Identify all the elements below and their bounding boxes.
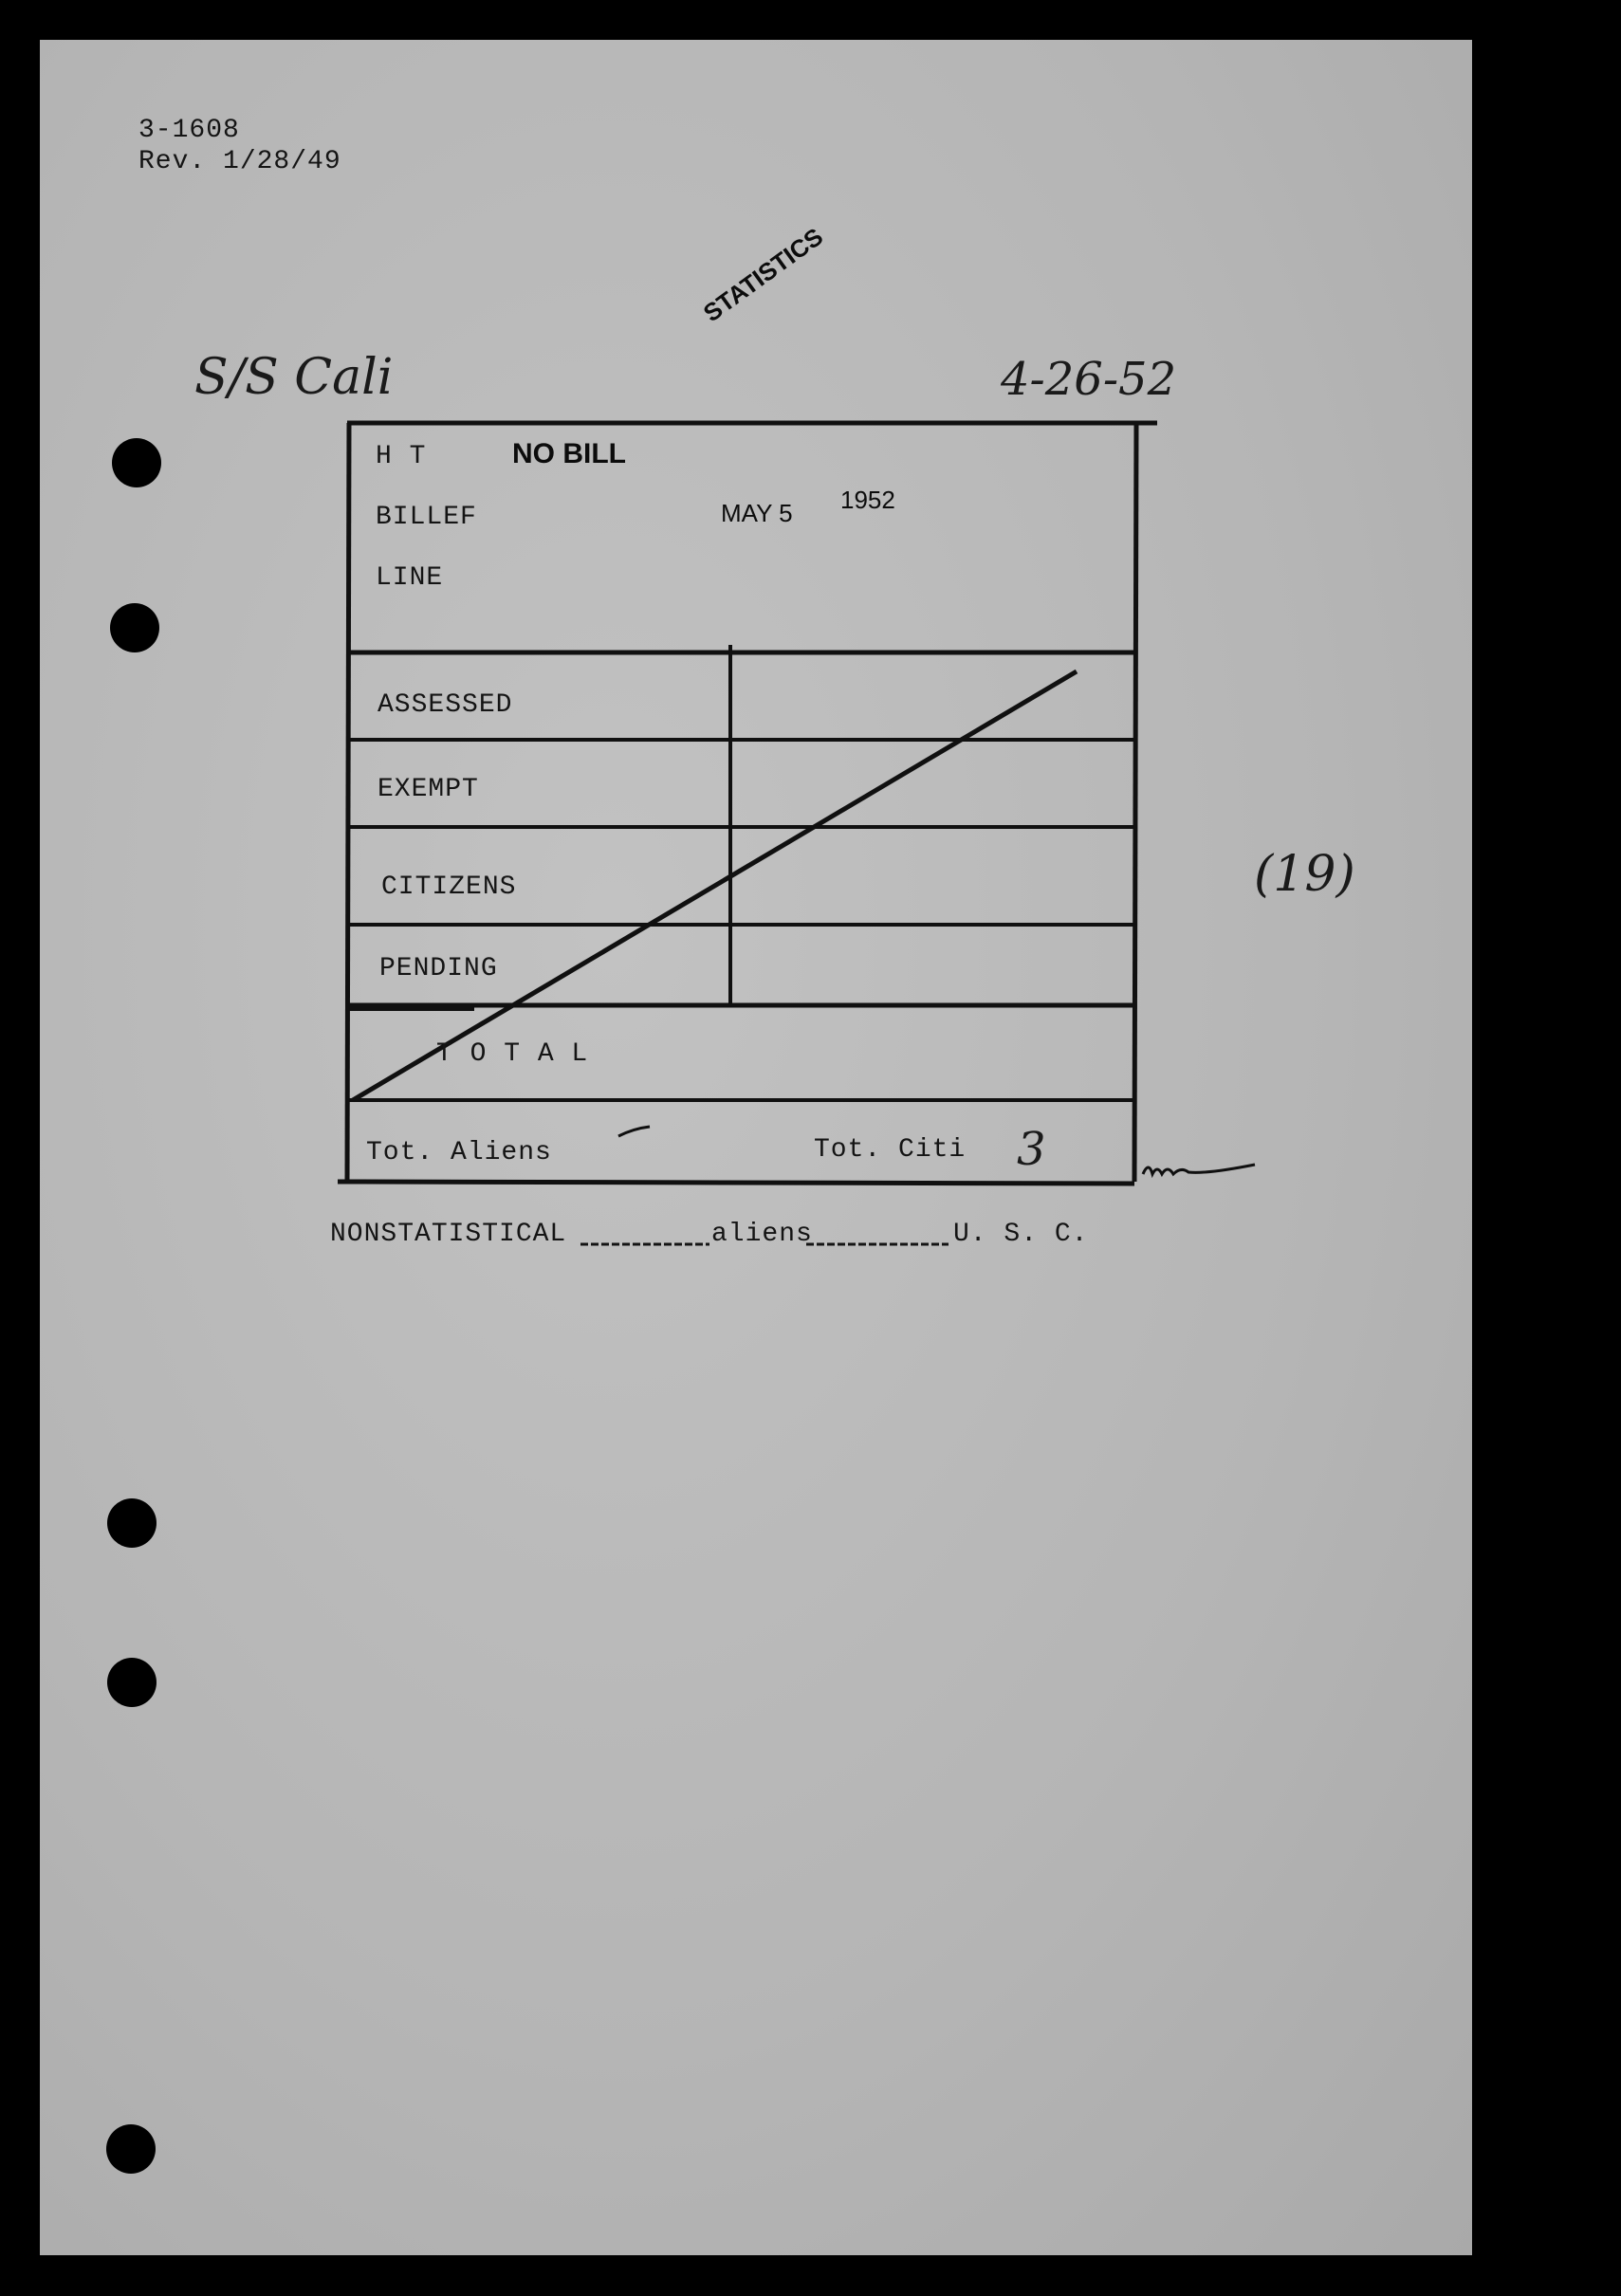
- vessel-name: S/S Cali: [194, 349, 394, 406]
- tot-citizens-label: Tot. Citi: [814, 1135, 967, 1165]
- form-number: 3-1608: [138, 116, 240, 145]
- handwritten-date: 4-26-52: [1001, 353, 1177, 406]
- tot-aliens-label: Tot. Aliens: [366, 1138, 552, 1167]
- no-bill-stamp: NO BILL: [512, 438, 626, 469]
- aliens-label: aliens: [711, 1220, 813, 1249]
- header-row-billef: BILLEF: [376, 503, 477, 532]
- tot-citizens-value: 3: [1017, 1123, 1046, 1176]
- date-stamp-month-day: MAY 5: [721, 499, 793, 527]
- category-citizens: CITIZENS: [381, 872, 517, 902]
- category-exempt: EXEMPT: [378, 775, 479, 804]
- header-row-line: LINE: [376, 563, 444, 593]
- date-stamp-year: 1952: [840, 486, 895, 514]
- nonstatistical-label: NONSTATISTICAL: [330, 1220, 567, 1249]
- statistics-stamp: STATISTICS: [697, 222, 829, 328]
- form-revision: Rev. 1/28/49: [138, 147, 341, 176]
- category-pending: PENDING: [379, 954, 498, 983]
- circled-count: (19): [1254, 846, 1355, 903]
- usc-label: U. S. C.: [953, 1220, 1089, 1249]
- total-label: T O T A L: [436, 1039, 589, 1069]
- header-row-ht: H T: [376, 442, 427, 471]
- category-assessed: ASSESSED: [378, 690, 513, 720]
